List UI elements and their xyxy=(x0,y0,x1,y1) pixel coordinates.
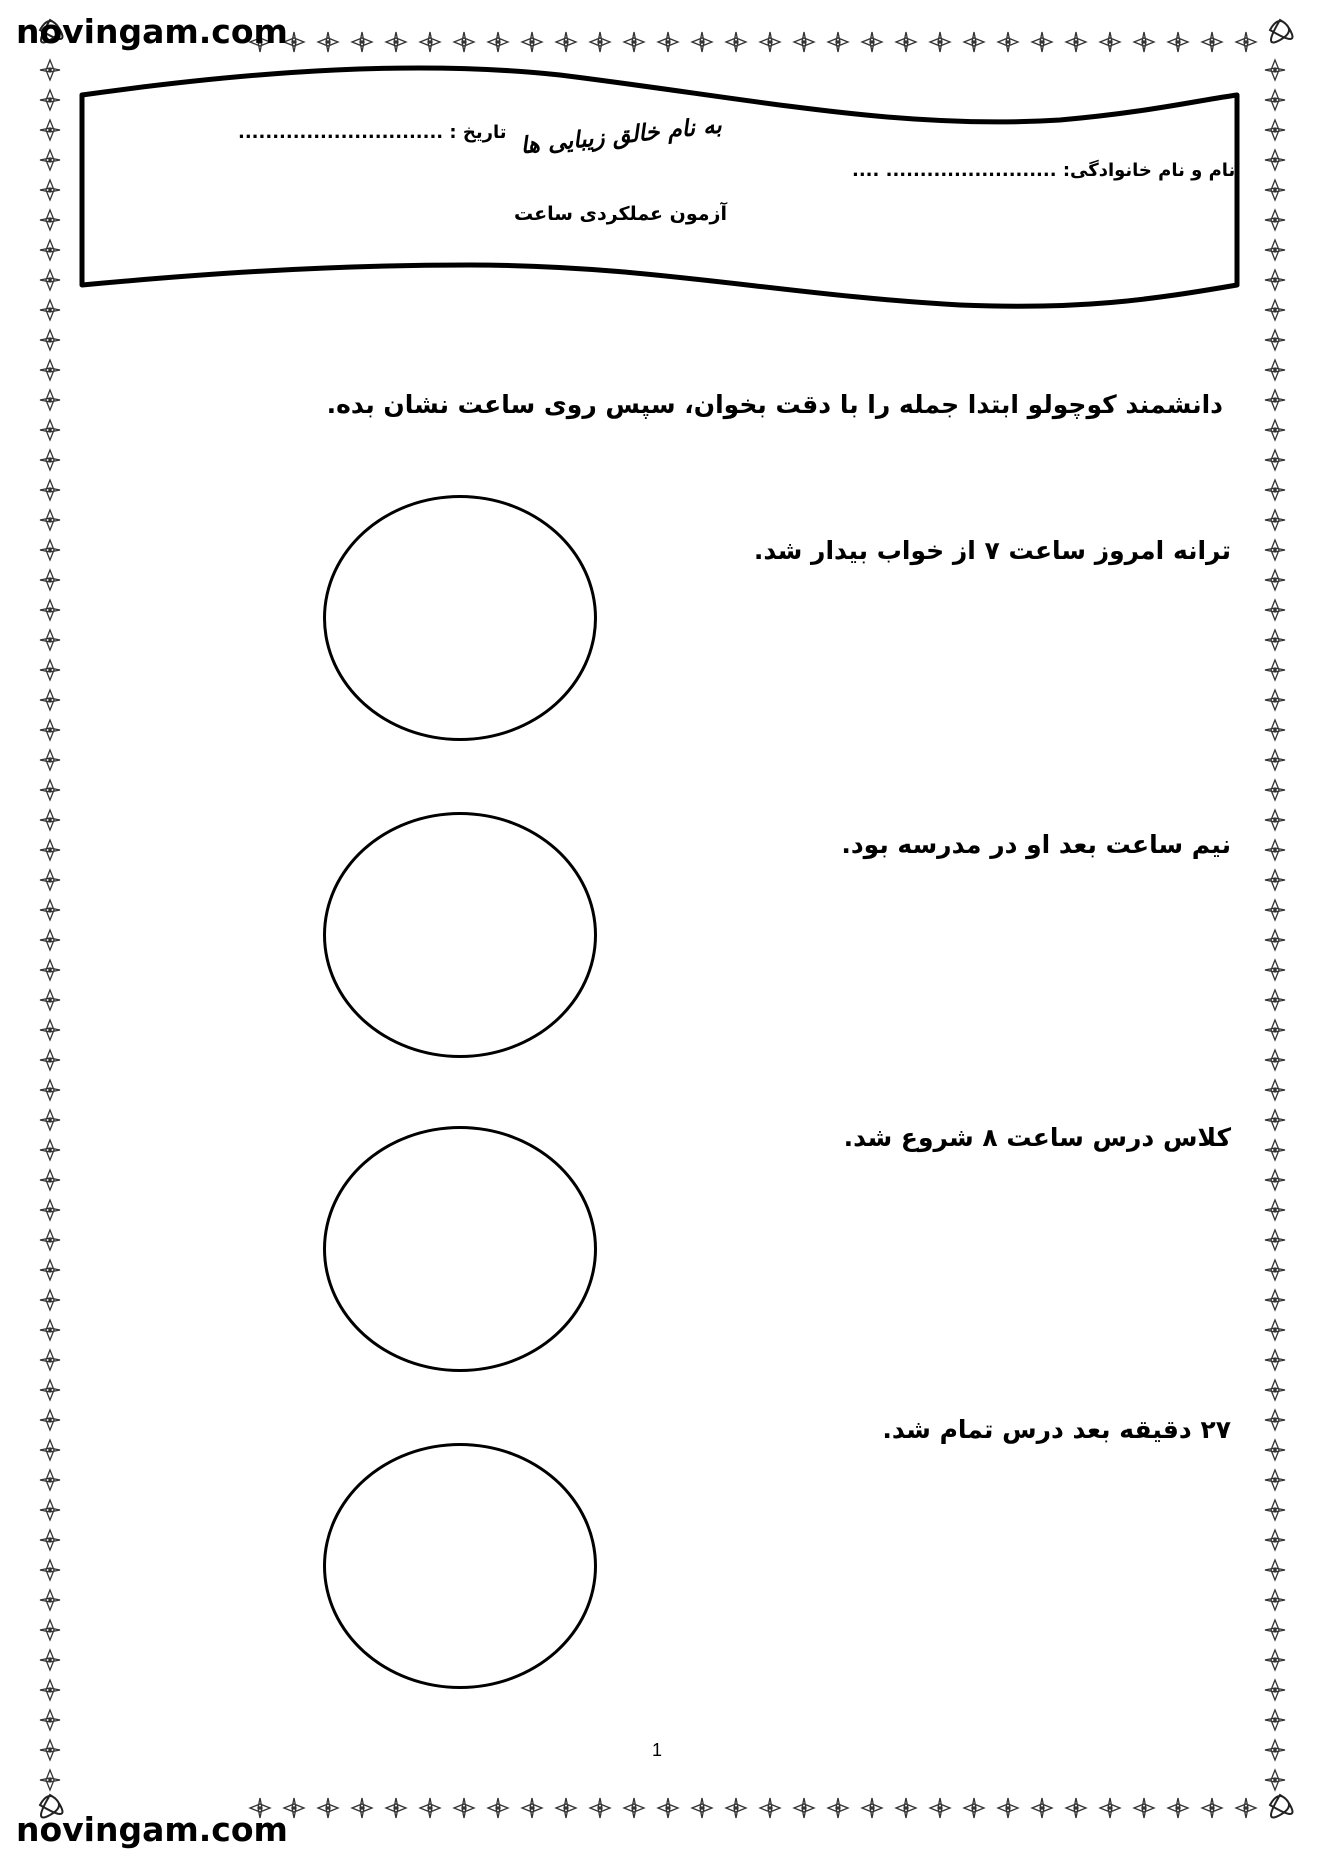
border-ornament-icon xyxy=(1265,900,1285,920)
border-ornament-icon xyxy=(40,1110,60,1130)
question-2: نیم ساعت بعد او در مدرسه بود. xyxy=(841,830,1231,859)
watermark-top: novingam.com xyxy=(16,12,288,51)
border-ornament-icon xyxy=(40,1620,60,1640)
border-bottom xyxy=(250,1798,1256,1818)
watermark-bottom: novingam.com xyxy=(16,1810,288,1849)
border-ornament-icon xyxy=(40,780,60,800)
border-ornament-icon xyxy=(488,1798,508,1818)
border-ornament-icon xyxy=(40,1350,60,1370)
border-ornament-icon xyxy=(1265,720,1285,740)
border-ornament-icon xyxy=(1265,1560,1285,1580)
border-ornament-icon xyxy=(40,1200,60,1220)
border-ornament-icon xyxy=(794,1798,814,1818)
border-ornament-icon xyxy=(1066,1798,1086,1818)
border-ornament-icon xyxy=(1265,1440,1285,1460)
border-ornament-icon xyxy=(692,1798,712,1818)
border-ornament-icon xyxy=(1265,420,1285,440)
border-ornament-icon xyxy=(1265,1020,1285,1040)
border-ornament-icon xyxy=(658,1798,678,1818)
border-ornament-icon xyxy=(964,1798,984,1818)
border-ornament-icon xyxy=(40,810,60,830)
border-ornament-icon xyxy=(40,1590,60,1610)
border-ornament-icon xyxy=(1265,600,1285,620)
border-ornament-icon xyxy=(1265,630,1285,650)
border-ornament-icon xyxy=(454,1798,474,1818)
date-field: تاریخ : .............................. xyxy=(238,122,507,143)
border-ornament-icon xyxy=(1168,1798,1188,1818)
border-ornament-icon xyxy=(1265,1500,1285,1520)
border-ornament-icon xyxy=(40,1050,60,1070)
border-ornament-icon xyxy=(1265,480,1285,500)
border-ornament-icon xyxy=(590,1798,610,1818)
border-ornament-icon xyxy=(40,930,60,950)
border-ornament-icon xyxy=(1265,1290,1285,1310)
border-ornament-icon xyxy=(1265,1590,1285,1610)
border-ornament-icon xyxy=(1265,870,1285,890)
border-ornament-icon xyxy=(40,480,60,500)
border-ornament-icon xyxy=(1265,690,1285,710)
border-ornament-icon xyxy=(760,1798,780,1818)
border-ornament-icon xyxy=(40,1470,60,1490)
border-ornament-icon xyxy=(1265,930,1285,950)
border-ornament-icon xyxy=(40,1320,60,1340)
border-ornament-icon xyxy=(1265,750,1285,770)
border-ornament-icon xyxy=(1265,360,1285,380)
border-ornament-icon xyxy=(40,840,60,860)
border-ornament-icon xyxy=(1134,1798,1154,1818)
border-ornament-icon xyxy=(40,1740,60,1760)
border-ornament-icon xyxy=(1265,390,1285,410)
border-ornament-icon xyxy=(556,1798,576,1818)
border-ornament-icon xyxy=(40,1500,60,1520)
bismillah-heading: به نام خالق زیبایی ها xyxy=(519,111,723,160)
border-ornament-icon xyxy=(1265,660,1285,680)
clock-face-1 xyxy=(323,495,597,741)
border-ornament-icon xyxy=(40,990,60,1010)
border-ornament-icon xyxy=(1032,1798,1052,1818)
border-ornament-icon xyxy=(40,540,60,560)
border-ornament-icon xyxy=(1265,1470,1285,1490)
border-ornament-icon xyxy=(1265,450,1285,470)
border-ornament-icon xyxy=(40,690,60,710)
border-ornament-icon xyxy=(40,1680,60,1700)
border-ornament-icon xyxy=(726,1798,746,1818)
border-ornament-icon xyxy=(40,390,60,410)
border-ornament-icon xyxy=(40,600,60,620)
border-ornament-icon xyxy=(40,1380,60,1400)
border-ornament-icon xyxy=(1265,570,1285,590)
border-ornament-icon xyxy=(1265,510,1285,530)
border-ornament-icon xyxy=(40,450,60,470)
border-ornament-icon xyxy=(386,1798,406,1818)
border-ornament-icon xyxy=(1265,1170,1285,1190)
question-3: کلاس درس ساعت ۸ شروع شد. xyxy=(843,1123,1231,1152)
border-ornament-icon xyxy=(1236,1798,1256,1818)
page-number: 1 xyxy=(652,1740,663,1760)
border-ornament-icon xyxy=(1265,780,1285,800)
border-ornament-icon xyxy=(1265,1320,1285,1340)
border-ornament-icon xyxy=(40,570,60,590)
border-ornament-icon xyxy=(40,1080,60,1100)
border-ornament-icon xyxy=(1265,1080,1285,1100)
border-ornament-icon xyxy=(1265,1680,1285,1700)
border-ornament-icon xyxy=(1265,840,1285,860)
border-ornament-icon xyxy=(930,1798,950,1818)
border-ornament-icon xyxy=(522,1798,542,1818)
clock-face-2 xyxy=(323,812,597,1058)
border-ornament-icon xyxy=(1265,1650,1285,1670)
exam-title: آزمون عملکردی ساعت xyxy=(514,203,727,225)
border-ornament-icon xyxy=(1265,1230,1285,1250)
clock-face-3 xyxy=(323,1126,597,1372)
border-ornament-icon xyxy=(1265,1200,1285,1220)
border-ornament-icon xyxy=(40,900,60,920)
border-ornament-icon xyxy=(1265,1050,1285,1070)
border-ornament-icon xyxy=(1265,1530,1285,1550)
instruction-text: دانشمند کوچولو ابتدا جمله را با دقت بخوان، سپس روی ساعت نشان بده. xyxy=(326,390,1223,419)
border-ornament-icon xyxy=(40,630,60,650)
border-ornament-icon xyxy=(40,1230,60,1250)
border-ornament-icon xyxy=(40,1290,60,1310)
border-ornament-icon xyxy=(624,1798,644,1818)
border-ornament-icon xyxy=(1265,1710,1285,1730)
border-ornament-icon xyxy=(40,1410,60,1430)
border-ornament-icon xyxy=(1265,1620,1285,1640)
border-ornament-icon xyxy=(40,750,60,770)
border-ornament-icon xyxy=(40,1440,60,1460)
border-ornament-icon xyxy=(40,960,60,980)
border-ornament-icon xyxy=(40,1140,60,1160)
border-ornament-icon xyxy=(1265,1350,1285,1370)
border-ornament-icon xyxy=(862,1798,882,1818)
border-ornament-icon xyxy=(1265,1260,1285,1280)
border-ornament-icon xyxy=(40,1170,60,1190)
border-ornament-icon xyxy=(1265,810,1285,830)
border-ornament-icon xyxy=(40,660,60,680)
border-ornament-icon xyxy=(40,870,60,890)
border-ornament-icon xyxy=(1202,1798,1222,1818)
border-ornament-icon xyxy=(40,1650,60,1670)
border-ornament-icon xyxy=(1265,1740,1285,1760)
clock-face-4 xyxy=(323,1443,597,1689)
border-ornament-icon xyxy=(40,1710,60,1730)
border-ornament-icon xyxy=(1265,1770,1285,1790)
border-ornament-icon xyxy=(1265,990,1285,1010)
border-ornament-icon xyxy=(40,1020,60,1040)
border-ornament-icon xyxy=(1265,1110,1285,1130)
border-ornament-icon xyxy=(40,1530,60,1550)
border-ornament-icon xyxy=(40,420,60,440)
border-ornament-icon xyxy=(1265,960,1285,980)
border-ornament-icon xyxy=(828,1798,848,1818)
name-field: نام و نام خانوادگی: ......................... .... xyxy=(852,160,1236,181)
border-ornament-icon xyxy=(40,1260,60,1280)
border-ornament-icon xyxy=(1265,540,1285,560)
question-4: ۲۷ دقیقه بعد درس تمام شد. xyxy=(882,1415,1231,1444)
border-ornament-icon xyxy=(1100,1798,1120,1818)
border-ornament-icon xyxy=(40,720,60,740)
border-ornament-icon xyxy=(1265,1410,1285,1430)
border-ornament-icon xyxy=(1265,1380,1285,1400)
border-ornament-icon xyxy=(998,1798,1018,1818)
border-ornament-icon xyxy=(40,360,60,380)
border-ornament-icon xyxy=(420,1798,440,1818)
border-ornament-icon xyxy=(352,1798,372,1818)
border-ornament-icon xyxy=(40,510,60,530)
border-ornament-icon xyxy=(318,1798,338,1818)
border-ornament-icon xyxy=(40,1770,60,1790)
border-ornament-icon xyxy=(896,1798,916,1818)
border-ornament-icon xyxy=(40,1560,60,1580)
border-ornament-icon xyxy=(1265,1140,1285,1160)
question-1: ترانه امروز ساعت ۷ از خواب بیدار شد. xyxy=(753,536,1231,565)
